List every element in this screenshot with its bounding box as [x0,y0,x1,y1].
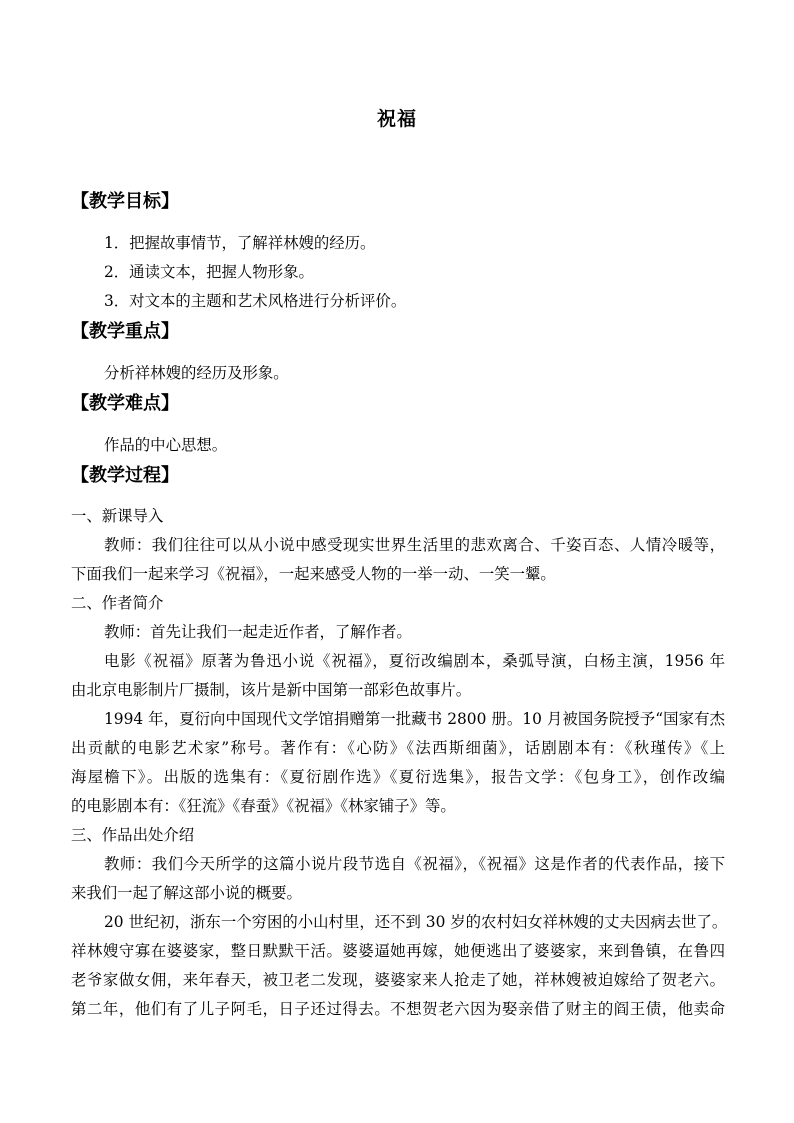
paragraph-line: 海屋檐下》。出版的选集有：《夏衍剧作选》《夏衍选集》，报告文学：《包身工》，创作改编 [71,768,725,786]
paragraph-line: 下面我们一起来学习《祝福》，一起来感受人物的一举一动、一笑一颦。 [71,565,556,583]
goal-item-1: 1．把握故事情节，了解祥林嫂的经历。 [104,234,376,252]
paragraph-line: 1994 年，夏衍向中国现代文学馆捐赠第一批藏书 2800 册。10 月被国务院授予“国家有杰 [104,710,725,728]
goal-item-3: 3．对文本的主题和艺术风格进行分析评价。 [104,292,407,310]
paragraph-line: 20 世纪初，浙东一个穷困的小山村里，还不到 30 岁的农村妇女祥林嫂的丈夫因病去世了。 [104,913,728,931]
section-heading-intro: 一、新课导入 [71,507,164,525]
paragraph-line: 来我们一起了解这部小说的概要。 [71,884,302,902]
heading-teaching-goals: 【教学目标】 [71,191,179,212]
section-heading-author: 二、作者简介 [71,594,164,612]
paragraph-line: 教师：我们往往可以从小说中感受现实世界生活里的悲欢离合、千姿百态、人情冷暖等， [104,536,725,554]
heading-teaching-key: 【教学重点】 [71,321,179,342]
paragraph-line: 教师：首先让我们一起走近作者，了解作者。 [104,623,412,641]
paragraph-line: 电影《祝福》原著为鲁迅小说《祝福》，夏衍改编剧本，桑弧导演，白杨主演，1956 年 [104,652,725,670]
heading-teaching-process: 【教学过程】 [71,465,179,486]
paragraph-line: 教师：我们今天所学的这篇小说片段节选自《祝福》，《祝福》这是作者的代表作品，接下 [104,855,725,873]
paragraph-line: 第二年，他们有了儿子阿毛，日子还过得去。不想贺老六因为娶亲借了财主的阎王债，他卖命 [71,1000,725,1018]
heading-teaching-difficulty: 【教学难点】 [71,393,179,414]
paragraph-line: 祥林嫂守寡在婆婆家，整日默默干活。婆婆逼她再嫁，她便逃出了婆婆家，来到鲁镇，在鲁四 [71,942,725,960]
goal-item-2: 2．通读文本，把握人物形象。 [104,263,314,281]
paragraph-line: 老爷家做女佣，来年春天，被卫老二发现，婆婆家来人抢走了她，祥林嫂被迫嫁给了贺老六。 [71,971,725,989]
paragraph-line: 由北京电影制片厂摄制，该片是新中国第一部彩色故事片。 [71,681,472,699]
paragraph-line: 的电影剧本有：《狂流》《春蚕》《祝福》《林家铺子》等。 [71,797,456,815]
document-title: 祝福 [376,108,417,130]
paragraph-line: 出贡献的电影艺术家”称号。著作有：《心防》《法西斯细菌》，话剧剧本有：《秋瑾传》《上 [71,739,725,757]
teaching-key-text: 分析祥林嫂的经历及形象。 [104,364,289,382]
teaching-difficulty-text: 作品的中心思想。 [104,436,228,454]
section-heading-source: 三、作品出处介绍 [71,826,195,844]
